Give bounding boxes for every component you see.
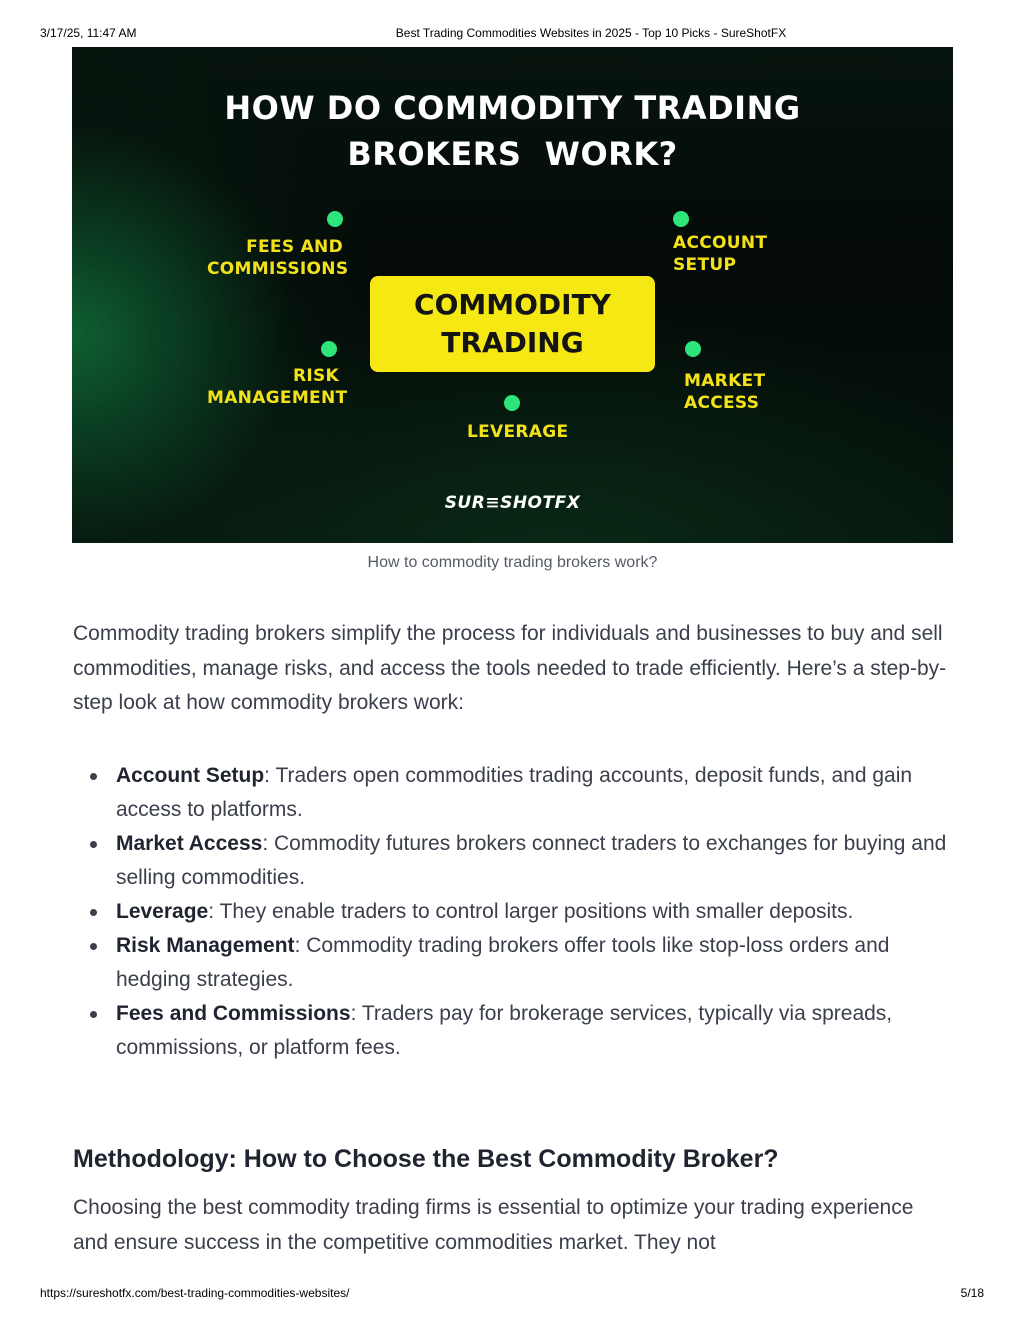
label-fees-commissions: [207, 236, 349, 280]
list-item: [73, 929, 953, 997]
label-account-setup: [673, 232, 767, 276]
list-item-text: : Traders open commodities trading accounts, deposit funds, and gain access to platforms.: [116, 764, 913, 821]
print-datetime: 3/17/25, 11:47 AM: [40, 26, 137, 40]
list-item-term: Account Setup: [116, 764, 265, 787]
how-brokers-work-list: [73, 759, 953, 1065]
risk-dot-icon: [321, 341, 337, 357]
fees-dot-icon: [327, 211, 343, 227]
intro-paragraph: Commodity trading brokers simplify the process for individuals and businesses to buy and sell commodities, manage risks, and access the tools needed to trade efficiently. Here’s a step-by-step look at how commodity brokers work:: [73, 622, 947, 714]
bullet-icon: [90, 773, 97, 780]
image-caption: How to commodity trading brokers work?: [367, 554, 658, 571]
label-account-line2: SETUP: [673, 255, 737, 275]
label-risk-line2: MANAGEMENT: [207, 388, 348, 408]
print-header: [0, 26, 1024, 42]
account-dot-icon: [673, 211, 689, 227]
hero-infographic: [72, 47, 953, 543]
sureshotfx-logo: SUR≡SHOTFX: [444, 493, 581, 513]
print-url[interactable]: https://sureshotfx.com/best-trading-commodities-websites/: [40, 1286, 350, 1300]
label-risk-management: [207, 365, 348, 409]
center-box-line2: TRADING: [441, 326, 584, 359]
print-page-number: 5/18: [960, 1286, 984, 1300]
infographic-title: [72, 85, 953, 177]
label-risk-line1: RISK: [292, 366, 339, 386]
list-item-text: : Traders pay for brokerage services, typically via spreads, commissions, or platform fees.: [116, 1002, 893, 1059]
list-item-term: Market Access: [116, 832, 263, 855]
center-box: [370, 276, 655, 372]
print-page-title: Best Trading Commodities Websites in 2025 - Top 10 Picks - SureShotFX: [395, 26, 787, 40]
label-leverage: LEVERAGE: [467, 422, 569, 442]
infographic-title-line1: HOW DO COMMODITY TRADING: [224, 89, 801, 127]
label-fees-line2: COMMISSIONS: [207, 259, 349, 279]
list-item-text: : Commodity trading brokers offer tools like stop-loss orders and hedging strategies.: [116, 934, 890, 991]
market-dot-icon: [685, 341, 701, 357]
methodology-heading: Methodology: How to Choose the Best Commodity Broker?: [73, 1145, 779, 1173]
infographic-title-line2: BROKERS WORK?: [347, 135, 678, 173]
list-item-text: : Commodity futures brokers connect traders to exchanges for buying and selling commodities.: [116, 832, 947, 889]
list-item: [73, 997, 953, 1065]
label-fees-line1: FEES AND: [246, 237, 343, 257]
bullet-icon: [90, 841, 97, 848]
bullet-icon: [90, 1011, 97, 1018]
leverage-dot-icon: [504, 395, 520, 411]
list-item: [73, 827, 953, 895]
bullet-icon: [90, 909, 97, 916]
label-market-line1: MARKET: [684, 371, 766, 391]
center-box-line1: COMMODITY: [414, 288, 611, 321]
bullet-icon: [90, 943, 97, 950]
list-item: [73, 759, 953, 827]
list-item-term: Fees and Commissions: [116, 1002, 351, 1025]
list-item-term: Risk Management: [116, 934, 295, 957]
list-item-term: Leverage: [116, 900, 209, 923]
methodology-paragraph: Choosing the best commodity trading firms is essential to optimize your trading experience and ensure success in the competitive commodities market. They not: [73, 1196, 914, 1254]
list-item: [73, 895, 953, 929]
label-market-line2: ACCESS: [684, 393, 760, 413]
label-market-access: [684, 370, 765, 414]
label-account-line1: ACCOUNT: [673, 233, 768, 253]
list-item-text: : They enable traders to control larger positions with smaller deposits.: [208, 900, 854, 923]
